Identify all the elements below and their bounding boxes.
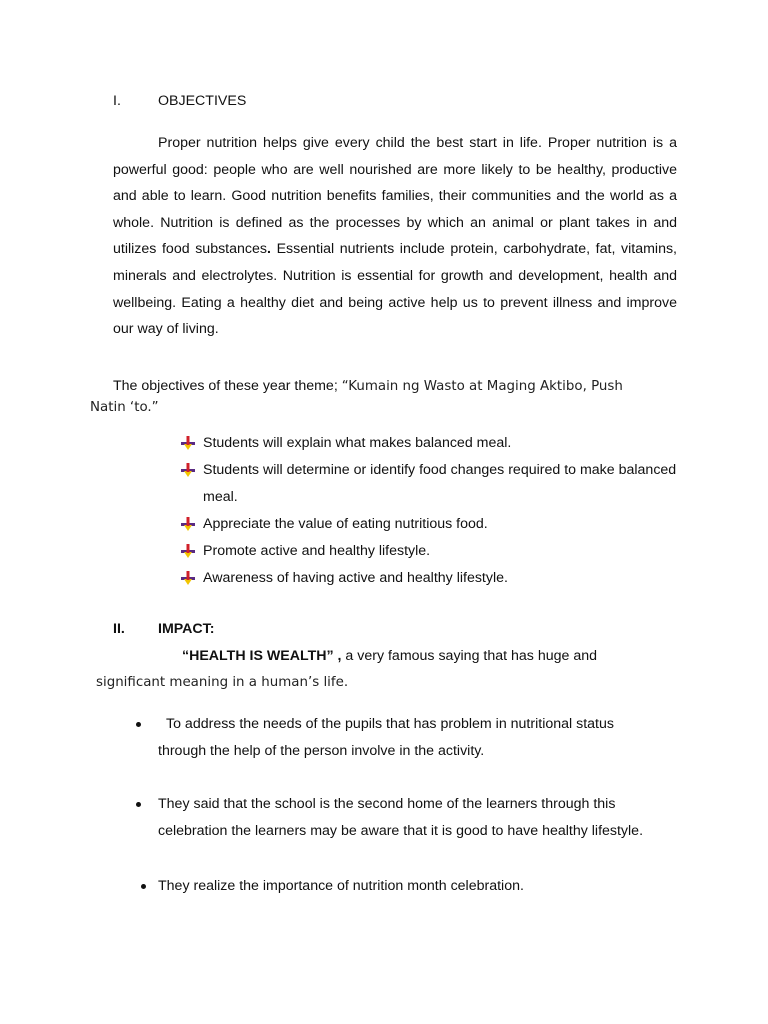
objective-text: Students will determine or identify food changes required to make balanced meal. [203, 462, 677, 505]
arrow-down-bullet-icon [181, 463, 195, 477]
arrow-down-bullet-icon [181, 517, 195, 531]
saying-rest: a very famous saying that has huge and [341, 648, 598, 664]
list-item [178, 457, 678, 511]
objective-text: Students will explain what makes balanced meal. [203, 435, 512, 451]
theme-quote-part2: Natin ‘to.” [90, 400, 159, 415]
paragraph-bold-period: . [267, 241, 271, 258]
theme-quote-part1: “Kumain ng Wasto at Maging Aktibo, Push [341, 379, 623, 394]
theme-sentence [113, 378, 623, 394]
paragraph-text-part2: Essential nutrients include protein, carbohydrate, fat, vitamins, minerals and electrolytes. Nutrition is essential for growth and development, health and wellbeing. Eating a healthy diet and being active help us to prevent illness and improve our way of living. [113, 241, 677, 338]
list-item [178, 538, 678, 565]
section-2-number: II. [113, 621, 125, 637]
objective-text: Appreciate the value of eating nutritious food. [203, 516, 488, 532]
arrow-down-bullet-icon [181, 544, 195, 558]
saying-line-2: significant meaning in a human’s life. [96, 675, 349, 690]
arrow-down-bullet-icon [181, 436, 195, 450]
round-dot-icon [141, 884, 146, 889]
section-1-number: I. [113, 93, 121, 109]
objective-text: Awareness of having active and healthy lifestyle. [203, 570, 508, 586]
theme-intro: The objectives of these year theme; [113, 378, 342, 394]
saying-line [182, 648, 597, 664]
round-dot-icon [136, 802, 141, 807]
list-item [178, 430, 678, 457]
impact-item-1: To address the needs of the pupils that has problem in nutritional status through the help of the person involve in the activity. [158, 716, 614, 759]
section-1-title: OBJECTIVES [158, 93, 247, 109]
objectives-paragraph [113, 130, 677, 343]
arrow-down-bullet-icon [181, 571, 195, 585]
impact-item-2: They said that the school is the second home of the learners through this celebration the learners may be aware that it is good to have healthy lifestyle. [158, 796, 644, 839]
objectives-list [178, 430, 678, 592]
saying-bold: “HEALTH IS WEALTH” , [182, 648, 342, 664]
objective-text: Promote active and healthy lifestyle. [203, 543, 431, 559]
paragraph-text-part1: Proper nutrition helps give every child the best start in life. Proper nutrition is a powerful good: people who are well nourished are more likely to be healthy, productive and able to learn. Good nutrition benefits families, their communities and the world as a whole. Nutrition is defined as the processes by which an animal or plant takes in and utilizes food substances [113, 135, 677, 258]
section-2-title: IMPACT: [158, 621, 215, 637]
round-dot-icon [136, 722, 141, 727]
list-item [178, 565, 678, 592]
impact-item-3: They realize the importance of nutrition month celebration. [158, 878, 524, 894]
list-item [178, 511, 678, 538]
